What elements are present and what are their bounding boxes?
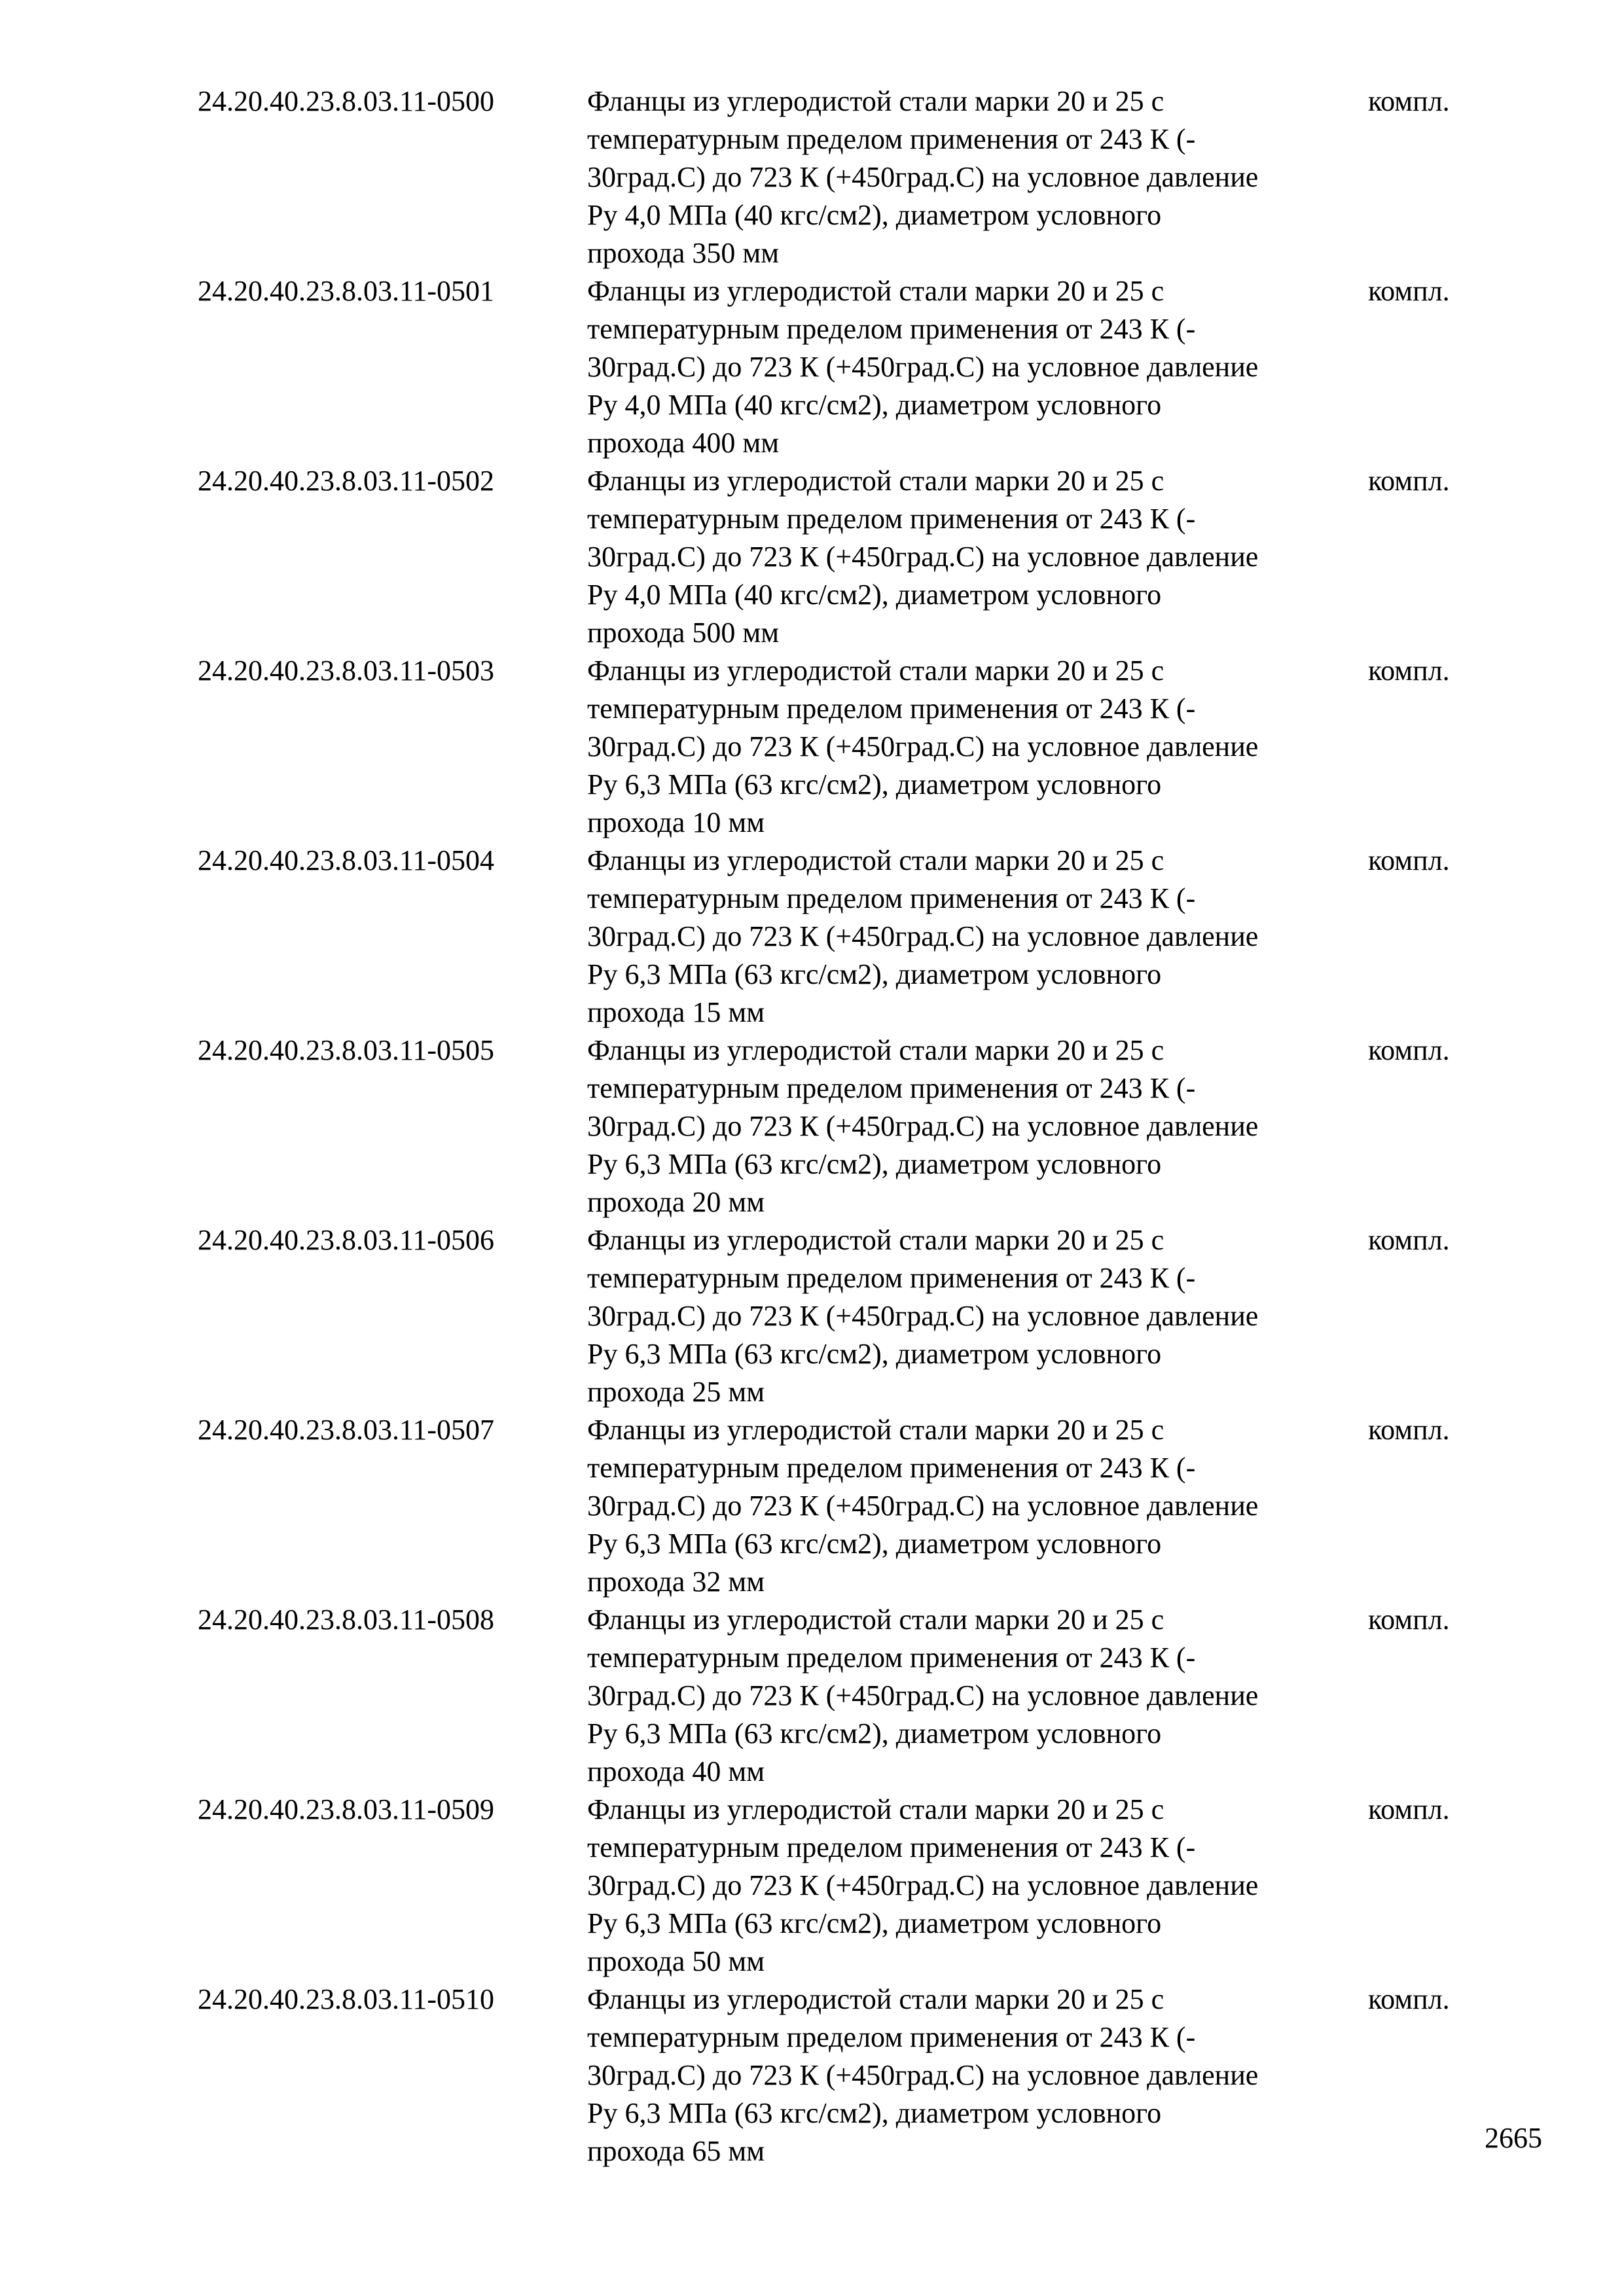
item-description <box>587 1601 1366 1791</box>
description-line: прохода 40 мм <box>587 1755 765 1787</box>
item-unit: компл. <box>1368 655 1450 687</box>
item-code: 24.20.40.23.8.03.11-0509 <box>198 1793 495 1825</box>
table-row <box>0 1411 1624 1601</box>
description-line: температурным пределом применения от 243 К (- <box>587 123 1196 155</box>
description-line: 30град.С) до 723 К (+450град.С) на условное давление <box>587 1490 1259 1522</box>
item-description <box>587 462 1366 652</box>
description-line: прохода 50 мм <box>587 1945 765 1977</box>
description-line: Фланцы из углеродистой стали марки 20 и 25 с <box>587 1983 1164 2015</box>
table-row <box>0 842 1624 1031</box>
description-line: температурным пределом применения от 243 К (- <box>587 1831 1196 1863</box>
description-line: 30град.С) до 723 К (+450град.С) на условное давление <box>587 2059 1259 2091</box>
description-line: температурным пределом применения от 243 К (- <box>587 692 1196 725</box>
item-description <box>587 1411 1366 1601</box>
description-line: Ру 6,3 МПа (63 кгс/см2), диаметром условного <box>587 1338 1162 1370</box>
description-line: температурным пределом применения от 243 К (- <box>587 1641 1196 1674</box>
item-code: 24.20.40.23.8.03.11-0508 <box>198 1604 495 1636</box>
description-line: Ру 6,3 МПа (63 кгс/см2), диаметром условного <box>587 768 1162 800</box>
table-row <box>0 1031 1624 1221</box>
description-line: температурным пределом применения от 243 К (- <box>587 2021 1196 2053</box>
description-line: прохода 400 мм <box>587 427 780 459</box>
description-line: прохода 10 мм <box>587 806 765 838</box>
description-line: Ру 6,3 МПа (63 кгс/см2), диаметром условного <box>587 2097 1162 2129</box>
item-description <box>587 1981 1366 2170</box>
description-line: прохода 32 мм <box>587 1566 765 1598</box>
description-line: Ру 6,3 МПа (63 кгс/см2), диаметром условного <box>587 1717 1162 1749</box>
item-code: 24.20.40.23.8.03.11-0505 <box>198 1034 495 1066</box>
item-code: 24.20.40.23.8.03.11-0501 <box>198 275 495 307</box>
description-line: температурным пределом применения от 243 К (- <box>587 882 1196 914</box>
item-unit: компл. <box>1368 844 1450 876</box>
description-line: Фланцы из углеродистой стали марки 20 и 25 с <box>587 1034 1164 1066</box>
description-line: Фланцы из углеродистой стали марки 20 и 25 с <box>587 1793 1164 1825</box>
description-line: Ру 4,0 МПа (40 кгс/см2), диаметром условного <box>587 389 1162 421</box>
item-description <box>587 1791 1366 1981</box>
item-unit: компл. <box>1368 1414 1450 1446</box>
description-line: 30град.С) до 723 К (+450град.С) на условное давление <box>587 1679 1259 1712</box>
table-row <box>0 1601 1624 1791</box>
item-description <box>587 1221 1366 1411</box>
description-line: Ру 6,3 МПа (63 кгс/см2), диаметром условного <box>587 1907 1162 1939</box>
description-line: Ру 6,3 МПа (63 кгс/см2), диаметром условного <box>587 1528 1162 1560</box>
description-line: 30град.С) до 723 К (+450град.С) на условное давление <box>587 161 1259 193</box>
description-line: прохода 20 мм <box>587 1186 765 1218</box>
item-description <box>587 842 1366 1031</box>
item-description <box>587 82 1366 272</box>
item-unit: компл. <box>1368 465 1450 497</box>
description-line: прохода 15 мм <box>587 996 765 1028</box>
page-number: 2665 <box>1485 2122 1542 2154</box>
description-line: 30град.С) до 723 К (+450град.С) на условное давление <box>587 351 1259 383</box>
description-line: прохода 25 мм <box>587 1376 765 1408</box>
table-row <box>0 1981 1624 2170</box>
description-line: температурным пределом применения от 243 К (- <box>587 1452 1196 1484</box>
item-description <box>587 272 1366 462</box>
item-description <box>587 652 1366 842</box>
description-line: Фланцы из углеродистой стали марки 20 и 25 с <box>587 1224 1164 1256</box>
item-code: 24.20.40.23.8.03.11-0503 <box>198 655 495 687</box>
description-line: прохода 500 мм <box>587 617 780 649</box>
item-code: 24.20.40.23.8.03.11-0506 <box>198 1224 495 1256</box>
table-row <box>0 1221 1624 1411</box>
item-unit: компл. <box>1368 85 1450 117</box>
description-line: Ру 4,0 МПа (40 кгс/см2), диаметром условного <box>587 199 1162 231</box>
table-row <box>0 82 1624 272</box>
description-line: прохода 65 мм <box>587 2135 765 2167</box>
description-line: Фланцы из углеродистой стали марки 20 и 25 с <box>587 85 1164 117</box>
table-row <box>0 462 1624 652</box>
description-line: температурным пределом применения от 243 К (- <box>587 313 1196 345</box>
description-line: 30град.С) до 723 К (+450град.С) на условное давление <box>587 730 1259 762</box>
table-row <box>0 1791 1624 1981</box>
item-unit: компл. <box>1368 1983 1450 2015</box>
item-code: 24.20.40.23.8.03.11-0510 <box>198 1983 495 2015</box>
description-line: 30град.С) до 723 К (+450град.С) на условное давление <box>587 1300 1259 1332</box>
item-unit: компл. <box>1368 275 1450 307</box>
description-line: Ру 6,3 МПа (63 кгс/см2), диаметром условного <box>587 958 1162 990</box>
item-code: 24.20.40.23.8.03.11-0504 <box>198 844 495 876</box>
description-line: Фланцы из углеродистой стали марки 20 и 25 с <box>587 275 1164 307</box>
item-unit: компл. <box>1368 1224 1450 1256</box>
item-unit: компл. <box>1368 1793 1450 1825</box>
item-unit: компл. <box>1368 1604 1450 1636</box>
description-line: 30град.С) до 723 К (+450град.С) на условное давление <box>587 1110 1259 1142</box>
description-line: Ру 4,0 МПа (40 кгс/см2), диаметром условного <box>587 579 1162 611</box>
description-line: прохода 350 мм <box>587 237 780 269</box>
item-code: 24.20.40.23.8.03.11-0500 <box>198 85 495 117</box>
item-description <box>587 1031 1366 1221</box>
description-line: Фланцы из углеродистой стали марки 20 и 25 с <box>587 1414 1164 1446</box>
description-line: температурным пределом применения от 243 К (- <box>587 1072 1196 1104</box>
description-line: 30град.С) до 723 К (+450град.С) на условное давление <box>587 920 1259 952</box>
description-line: Фланцы из углеродистой стали марки 20 и 25 с <box>587 844 1164 876</box>
description-line: Фланцы из углеродистой стали марки 20 и 25 с <box>587 465 1164 497</box>
description-line: Ру 6,3 МПа (63 кгс/см2), диаметром условного <box>587 1148 1162 1180</box>
table-row <box>0 272 1624 462</box>
description-line: температурным пределом применения от 243 К (- <box>587 503 1196 535</box>
item-code: 24.20.40.23.8.03.11-0507 <box>198 1414 495 1446</box>
description-line: 30град.С) до 723 К (+450град.С) на условное давление <box>587 1869 1259 1901</box>
item-unit: компл. <box>1368 1034 1450 1066</box>
description-line: Фланцы из углеродистой стали марки 20 и 25 с <box>587 655 1164 687</box>
description-line: температурным пределом применения от 243 К (- <box>587 1262 1196 1294</box>
table-row <box>0 652 1624 842</box>
description-line: Фланцы из углеродистой стали марки 20 и 25 с <box>587 1604 1164 1636</box>
description-line: 30град.С) до 723 К (+450град.С) на условное давление <box>587 541 1259 573</box>
item-code: 24.20.40.23.8.03.11-0502 <box>198 465 495 497</box>
